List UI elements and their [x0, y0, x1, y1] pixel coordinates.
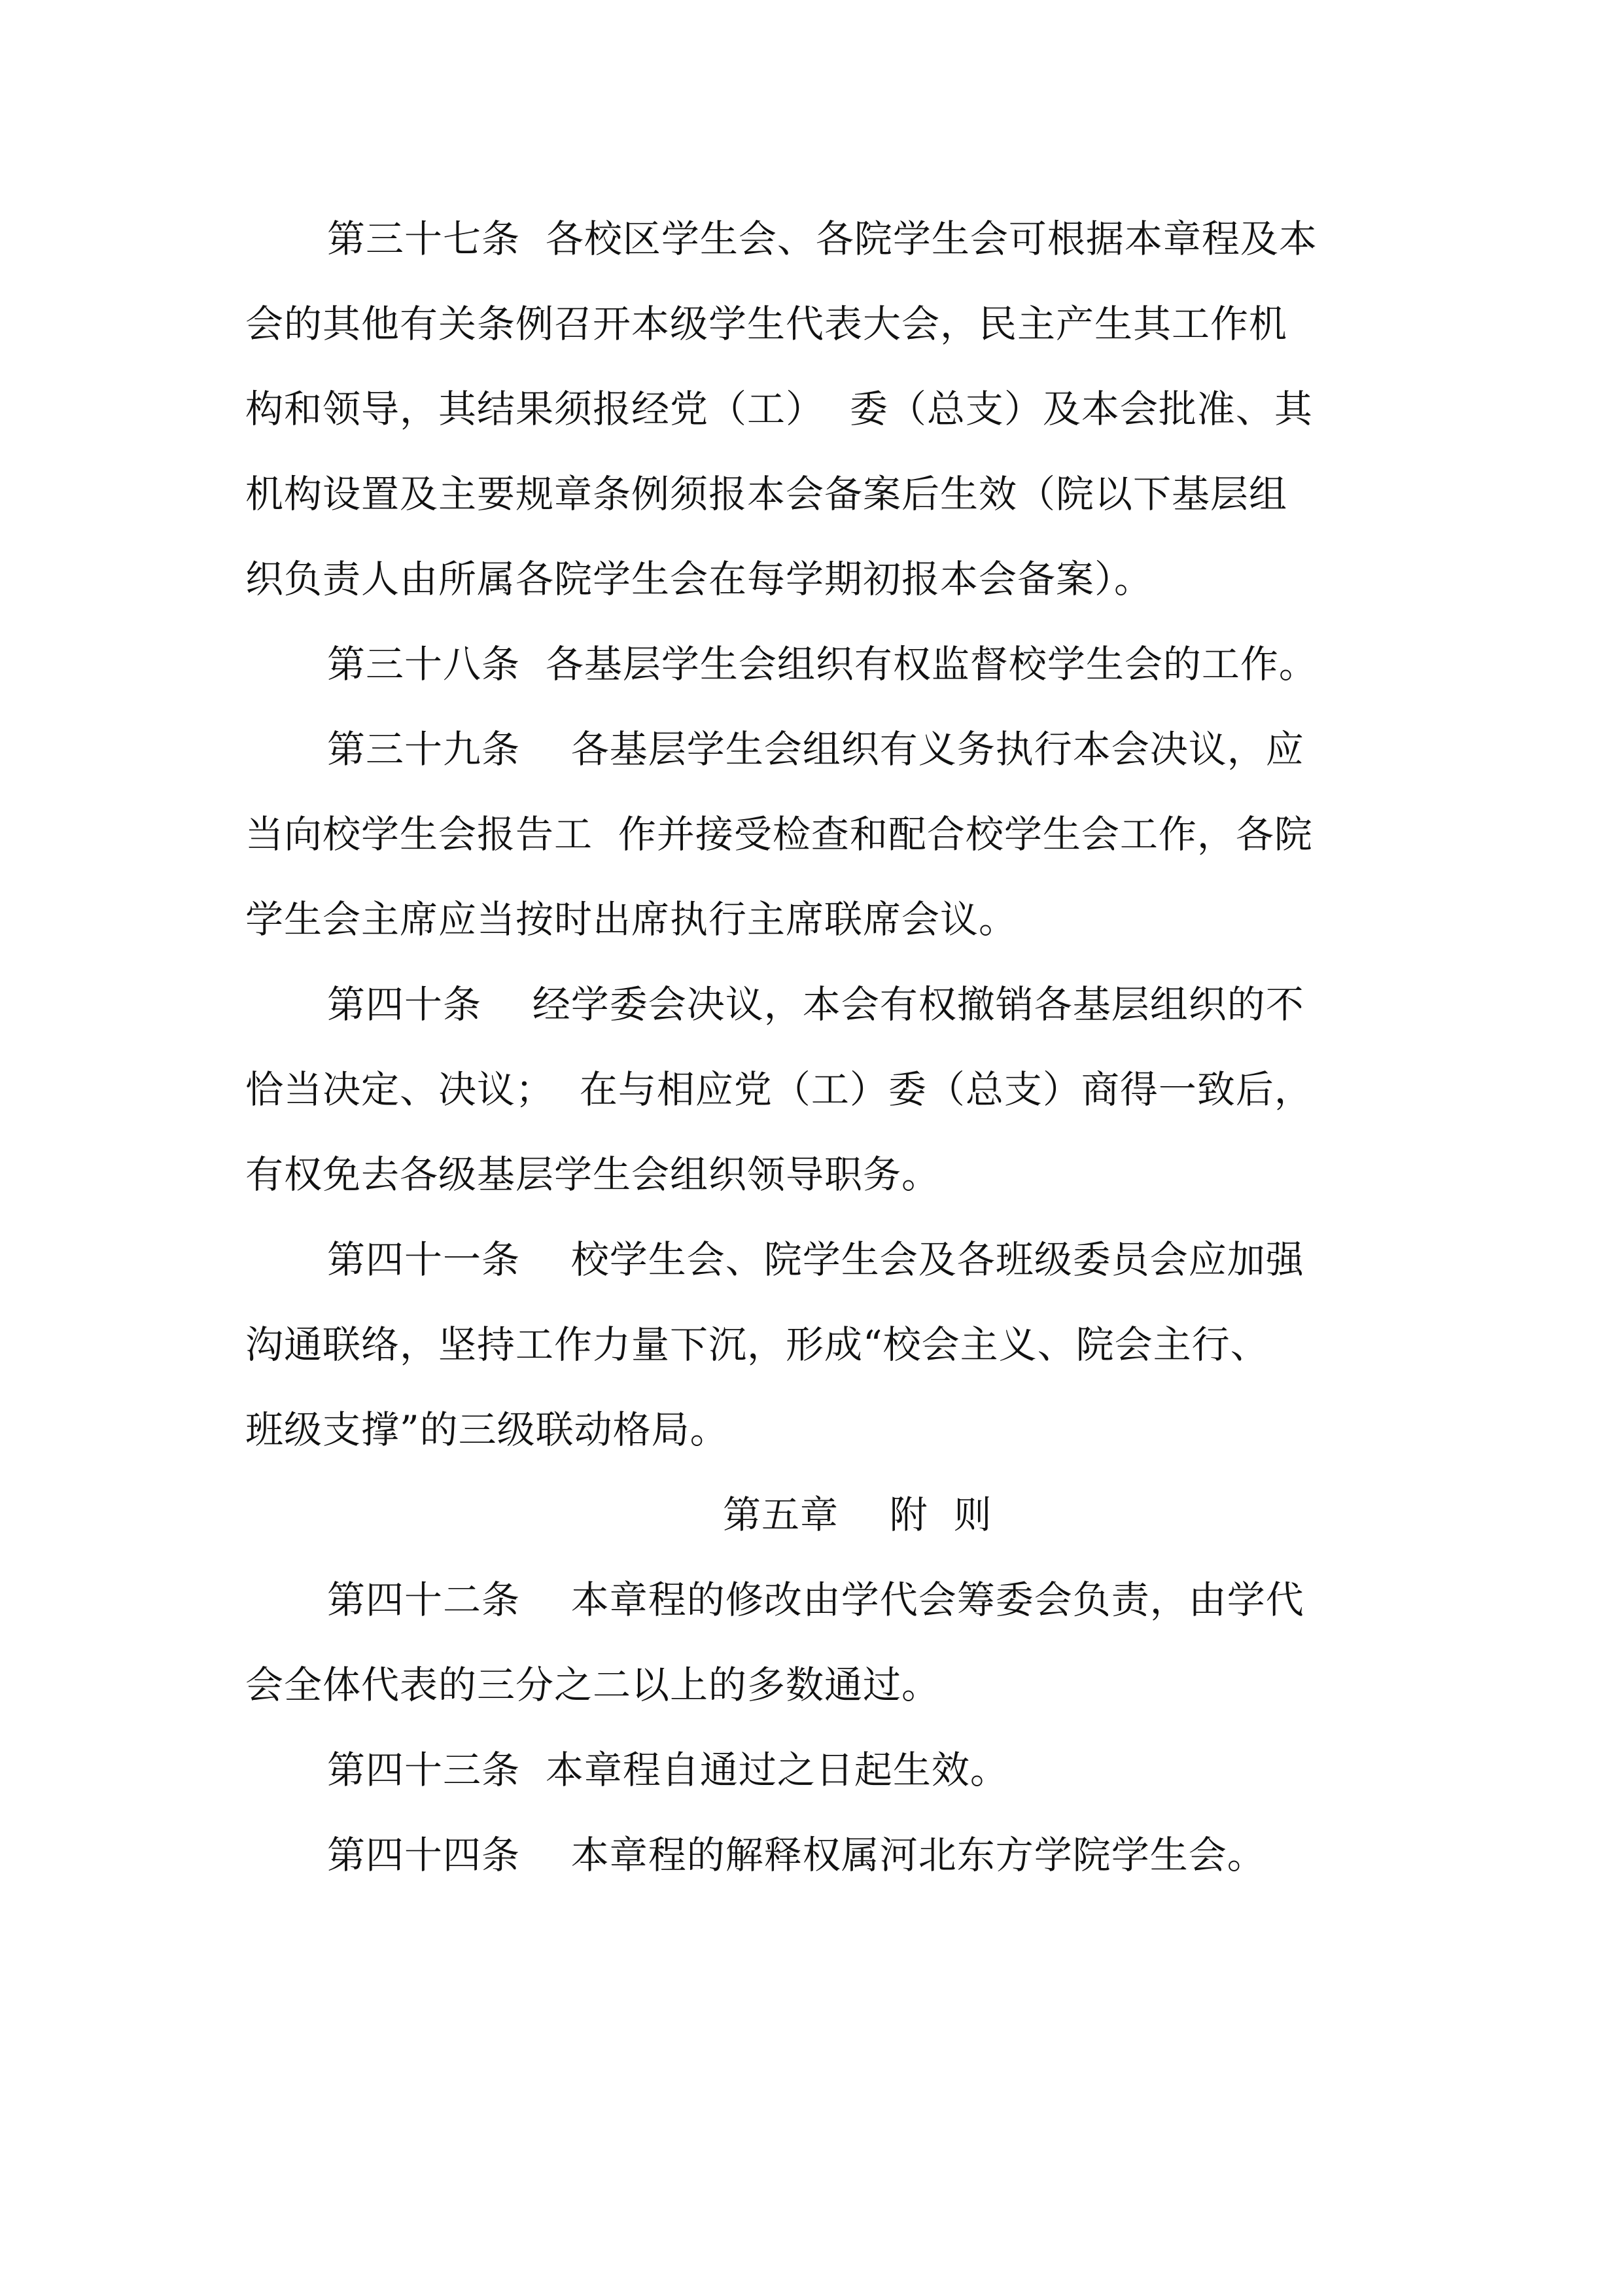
article-37-line-4: 机构设置及主要规章条例须报本会备案后生效（院以下基层组: [245, 472, 1288, 516]
article-43-line-1: 第四十三条 本章程自通过之日起生效。: [327, 1748, 1009, 1792]
article-41-line-1: 第四十一条 校学生会、院学生会及各班级委员会应加强: [327, 1237, 1304, 1282]
article-44-line-1: 第四十四条 本章程的解释权属河北东方学院学生会。: [327, 1833, 1266, 1877]
article-40-line-3: 有权免去各级基层学生会组织领导职务。: [245, 1152, 941, 1197]
article-42-line-1: 第四十二条 本章程的修改由学代会筹委会负责，由学代: [327, 1578, 1304, 1622]
article-39-line-2: 当向校学生会报告工 作并接受检查和配合校学生会工作，各院: [245, 812, 1313, 857]
article-37-line-5: 织负责人由所属各院学生会在每学期初报本会备案）。: [245, 557, 1153, 601]
article-42-line-2: 会全体代表的三分之二以上的多数通过。: [245, 1663, 941, 1707]
chapter-5-heading: 第五章 附 则: [723, 1492, 992, 1537]
article-37-line-3: 构和领导，其结果须报经党（工） 委（总支）及本会批准、其: [245, 387, 1313, 431]
article-38-line-1: 第三十八条 各基层学生会组织有权监督校学生会的工作。: [327, 642, 1318, 686]
article-39-line-1: 第三十九条 各基层学生会组织有义务执行本会决议，应: [327, 727, 1304, 771]
article-41-line-3: 班级支撑”的三级联动格局。: [245, 1407, 729, 1452]
article-40-line-2: 恰当决定、决议； 在与相应党（工）委（总支）商得一致后，: [245, 1067, 1313, 1112]
article-40-line-1: 第四十条 经学委会决议，本会有权撤销各基层组织的不: [327, 982, 1304, 1027]
article-37-line-2: 会的其他有关条例召开本级学生代表大会，民主产生其工作机: [245, 302, 1288, 346]
article-39-line-3: 学生会主席应当按时出席执行主席联席会议。: [245, 897, 1018, 942]
article-41-line-2: 沟通联络，坚持工作力量下沉，形成“校会主义、院会主行、: [245, 1322, 1269, 1367]
article-37-line-1: 第三十七条 各校区学生会、各院学生会可根据本章程及本: [327, 217, 1318, 261]
